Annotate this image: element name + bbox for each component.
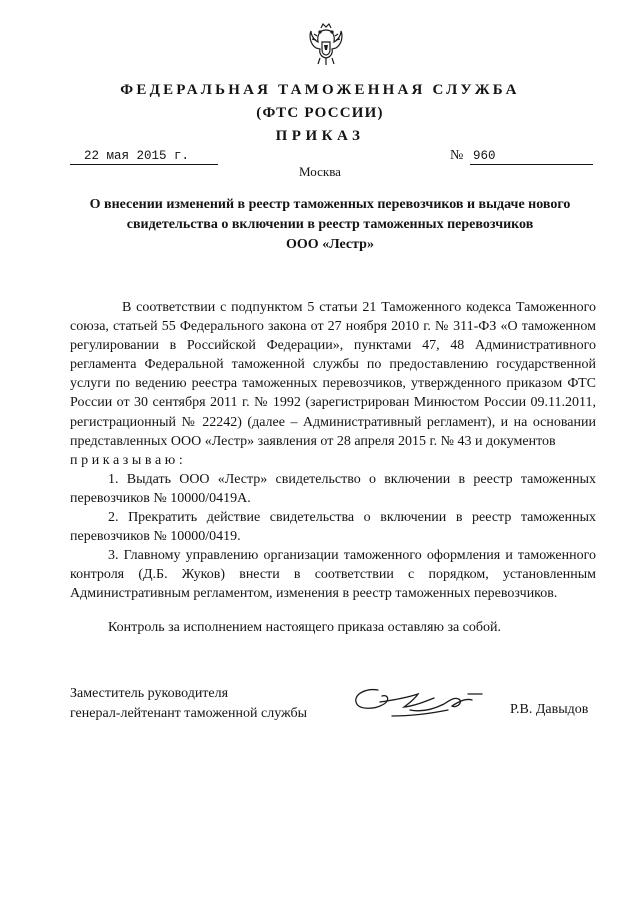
preamble-paragraph: В соответствии с подпунктом 5 статьи 21 Таможенного кодекса Таможенного союза, статьей 55 Федерального закона от 27 ноября 2010 г. № 311-ФЗ «О таможенном регулировании в Российской Федерации», пунктами 47, 48 Административного регламента Федеральной таможенной службы по предоставлению государственной услуги по ведению реестра таможенных перевозчиков, утвержденного приказом ФТС России от 30 сентября 2011 г. № 1992 (зарегистрирован Минюстом России 09.11.2011, регистрационный № 22242) (далее – Административный регламент), и на основании представленных ООО «Лестр» заявления от 28 апреля 2015 г. № 43 и документов: [70, 300, 596, 449]
coat-of-arms-emblem: [306, 22, 346, 68]
order-date: 22 мая 2015 г.: [70, 149, 218, 165]
document-type: ПРИКАЗ: [275, 128, 365, 144]
order-title-line: свидетельства о включении в реестр таможенных перевозчиков: [126, 217, 534, 232]
agency-name: ФЕДЕРАЛЬНАЯ ТАМОЖЕННАЯ СЛУЖБА: [120, 82, 520, 98]
order-title-line: ООО «Лестр»: [286, 237, 374, 252]
agency-abbreviation: (ФТС РОССИИ): [256, 105, 384, 121]
order-title-line: О внесении изменений в реестр таможенных перевозчиков и выдаче нового: [89, 197, 571, 212]
order-item: 3. Главному управлению организации таможенного оформления и таможенного контроля (Д.Б. Жуков) внести в соответствии с порядком, установленным Административным регламентом, изменения в реестр таможенных перевозчиков.: [70, 548, 596, 602]
handwritten-signature: [348, 680, 498, 722]
signatory-name: Р.В. Давыдов: [510, 702, 589, 717]
position-line: генерал-лейтенант таможенной службы: [70, 706, 308, 721]
issue-city: Москва: [299, 164, 341, 179]
order-number: 960: [470, 149, 593, 165]
order-item: 2. Прекратить действие свидетельства о включении в реестр таможенных перевозчиков № 10000/0419.: [70, 510, 596, 545]
order-body: [70, 298, 596, 637]
order-item: 1. Выдать ООО «Лестр» свидетельство о включении в реестр таможенных перевозчиков № 10000/0419А.: [70, 471, 596, 506]
order-number-label: №: [450, 148, 464, 163]
signatory-position: [70, 684, 307, 724]
order-title: [60, 195, 600, 255]
order-word: приказываю:: [70, 452, 187, 468]
position-line: Заместитель руководителя: [70, 686, 229, 701]
control-paragraph: Контроль за исполнением настоящего приказа оставляю за собой.: [108, 619, 502, 635]
